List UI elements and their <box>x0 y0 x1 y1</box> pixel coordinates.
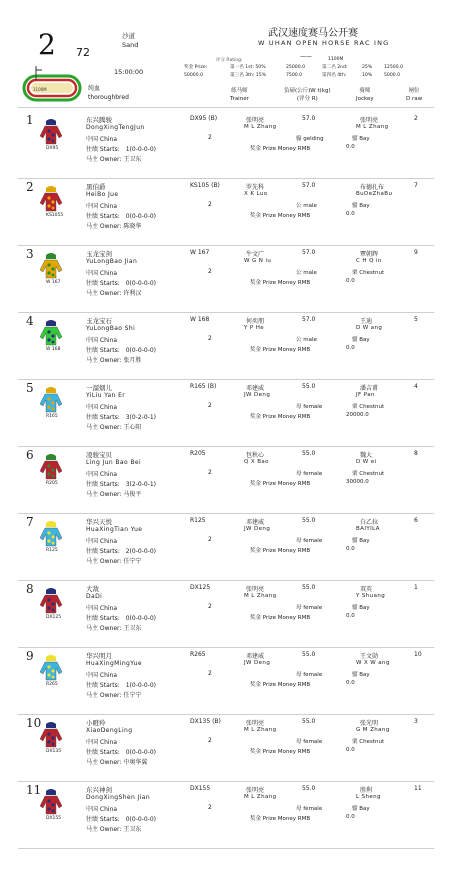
horse-age: 2 <box>208 603 212 610</box>
horse-row <box>18 447 434 514</box>
col-jockey-cn: 骑师 <box>359 88 371 94</box>
prize-money-label: 奖金 Prize Money RMB <box>250 615 311 621</box>
track-diagram <box>22 62 84 108</box>
prize-money-value: 30000.0 <box>346 479 369 485</box>
horse-origin: 中国 China <box>86 136 118 143</box>
track-oval-icon <box>22 62 84 106</box>
prize-p1-value: 25000.0 <box>286 65 305 70</box>
prize-p3-value: 7500.0 <box>286 73 303 78</box>
horse-rating: R265 <box>190 651 206 658</box>
horse-starts: 往绩 Starts: 0(0-0-0-0) <box>86 615 156 622</box>
race-code: 72 <box>76 46 90 59</box>
horse-origin: 中国 China <box>86 337 118 344</box>
horse-rating: W 168 <box>190 316 210 323</box>
horse-number: 11 <box>26 783 42 797</box>
prize-money-label: 奖金 Prize Money RMB <box>250 280 311 286</box>
silk-code: R165 <box>46 414 58 419</box>
trainer-name-en: JW Deng <box>244 392 271 398</box>
horse-origin: 中国 China <box>86 538 118 545</box>
horse-origin: 中国 China <box>86 471 118 478</box>
jockey-name-en: G M Zhang <box>356 727 390 733</box>
horse-origin: 中国 China <box>86 404 118 411</box>
prize-p1-label: 第一名 1st: 50% <box>230 65 266 70</box>
trainer-name-cn: 张明亮 <box>246 720 265 727</box>
page-title: 武汉速度赛马公开赛 <box>268 28 358 39</box>
trainer-name-en: Y P He <box>244 325 265 331</box>
prize-money-label: 奖金 Prize Money RMB <box>250 816 311 822</box>
trainer-name-cn: 邓建威 <box>246 385 265 392</box>
horse-origin: 中国 China <box>86 203 118 210</box>
col-jockey-en: Jockey <box>356 96 374 102</box>
silk-code: DX95 <box>46 146 59 151</box>
horse-name-en: XiaoDengLing <box>86 727 133 734</box>
silk-code: R205 <box>46 481 58 486</box>
draw-gate: 1 <box>414 584 418 591</box>
carried-weight: 55.0 <box>302 584 316 591</box>
horse-owner: 马主 Owner: 许利汉 <box>86 290 142 297</box>
jockey-silks-icon <box>38 587 64 617</box>
horse-origin: 中国 China <box>86 806 118 813</box>
prize-p1-p3-labels <box>230 64 266 80</box>
jockey-silks-icon <box>38 654 64 684</box>
prize-p4-label: 第四名 4th: <box>322 73 347 78</box>
horse-name-cn: 东兴神剑 <box>86 786 112 794</box>
horse-rating: DX125 <box>190 584 211 591</box>
horse-color: 骝 Bay <box>352 672 370 678</box>
trainer-name-en: JW Deng <box>244 660 271 666</box>
horse-name-en: YuLongBao Jian <box>86 258 138 265</box>
jockey-name-en: C H Q in <box>356 258 382 264</box>
horse-color: 栗 Chestnut <box>352 404 385 410</box>
prize-p2-p4-labels <box>322 64 348 80</box>
col-header-gate <box>406 87 422 103</box>
jockey-silks-icon <box>38 252 64 282</box>
trainer-name-en: JW Deng <box>244 526 271 532</box>
horse-age: 2 <box>208 268 212 275</box>
horse-starts: 往绩 Starts: 1(0-0-0-0) <box>86 682 156 689</box>
horse-sex: 公 male <box>296 270 317 276</box>
draw-gate: 6 <box>414 517 418 524</box>
horse-owner: 马主 Owner: 任宁宁 <box>86 558 142 565</box>
trainer-name-cn: 包秋心 <box>246 452 265 459</box>
jockey-name-en: BAIYILA <box>356 526 380 532</box>
horse-starts: 往绩 Starts: 3(0-2-0-1) <box>86 414 156 421</box>
horse-name-cn: 大敌 <box>86 585 99 593</box>
prize-money-label: 奖金 Prize Money RMB <box>250 548 311 554</box>
horse-name-en: YiLiu Yan Er <box>86 392 126 399</box>
jockey-name-en: M L Zhang <box>356 124 389 130</box>
horse-row <box>18 112 434 179</box>
prize-p4-value: 5000.0 <box>384 73 401 78</box>
horse-sex: 公 male <box>296 203 317 209</box>
horse-origin: 中国 China <box>86 605 118 612</box>
page-subtitle: W UHAN OPEN HORSE RAC ING <box>258 39 390 47</box>
col-header-trainer <box>230 87 249 103</box>
horse-name-en: DongXingTengJun <box>86 124 145 131</box>
prize-total-value: 50000.0 <box>184 73 203 78</box>
jockey-name-cn: 王文勋 <box>360 653 379 660</box>
horse-rating: KS105 (B) <box>190 182 220 189</box>
trainer-name-en: W G N iu <box>244 258 272 264</box>
breed-cn: 纯血 <box>88 85 101 92</box>
horse-owner: 马主 Owner: 马俊平 <box>86 491 142 498</box>
trainer-name-cn: 邓建威 <box>246 653 265 660</box>
horse-number: 10 <box>26 716 42 730</box>
rating-value: —— <box>300 53 312 60</box>
horse-rating: R125 <box>190 517 206 524</box>
draw-gate: 11 <box>414 785 422 792</box>
horse-sex: 母 female <box>296 806 323 812</box>
horse-name-en: YuLongBao Shi <box>86 325 136 332</box>
horse-origin: 中国 China <box>86 270 118 277</box>
carried-weight: 57.0 <box>302 249 316 256</box>
horse-name-cn: 玉龙宝剑 <box>86 250 112 258</box>
jockey-name-en: W X W ang <box>356 660 390 666</box>
carried-weight: 55.0 <box>302 450 316 457</box>
jockey-silks-icon <box>38 453 64 483</box>
horse-rating: DX95 (B) <box>190 115 218 122</box>
prize-money-label: 奖金 Prize Money RMB <box>250 749 311 755</box>
jockey-silks-icon <box>38 319 64 349</box>
jockey-name-en: Y Shuang <box>356 593 386 599</box>
horse-number: 5 <box>26 381 34 395</box>
horse-sex: 母 female <box>296 538 323 544</box>
jockey-name-cn: 覃朝辉 <box>360 251 379 258</box>
horse-name-cn: 凌骏宝贝 <box>86 451 112 459</box>
horse-number: 2 <box>26 180 34 194</box>
draw-gate: 2 <box>414 115 418 122</box>
horse-color: 骝 Bay <box>352 605 370 611</box>
horse-origin: 中国 China <box>86 739 118 746</box>
carried-weight: 57.0 <box>302 115 316 122</box>
horse-row <box>18 246 434 313</box>
horse-row <box>18 782 434 849</box>
silk-code: DX155 <box>46 816 62 821</box>
prize-money-label: 奖金 Prize Money RMB <box>250 481 311 487</box>
prize-money-value: 0.0 <box>346 144 355 150</box>
trainer-name-en: M L Zhang <box>244 794 277 800</box>
horse-number: 9 <box>26 649 34 663</box>
jockey-name-cn: 张光明 <box>360 720 379 727</box>
horse-age: 2 <box>208 804 212 811</box>
surface-cn: 沙道 <box>122 32 135 40</box>
trainer-name-en: M L Zhang <box>244 727 277 733</box>
trainer-name-en: X K Luo <box>244 191 268 197</box>
draw-gate: 5 <box>414 316 418 323</box>
draw-gate: 4 <box>414 383 418 390</box>
silk-code: KS1055 <box>46 213 64 218</box>
col-trainer-en: Trainer <box>230 96 249 102</box>
horse-sex: 母 female <box>296 471 323 477</box>
jockey-name-cn: 布德扎布 <box>360 184 385 191</box>
prize-money-value: 0.0 <box>346 680 355 686</box>
horse-starts: 往绩 Starts: 2(0-0-0-0) <box>86 548 156 555</box>
prize-p2-label: 第二名 2nd: <box>322 65 348 70</box>
horse-age: 2 <box>208 134 212 141</box>
jockey-name-en: BuDeZhaBu <box>356 191 393 197</box>
horse-owner: 马主 Owner: 张月胜 <box>86 357 142 364</box>
horse-row <box>18 715 434 782</box>
horse-age: 2 <box>208 737 212 744</box>
horse-sex: 公 male <box>296 337 317 343</box>
jockey-silks-icon <box>38 185 64 215</box>
horse-name-cn: 小瞪羚 <box>86 719 106 727</box>
horse-row <box>18 581 434 648</box>
prize-total-label: 奖金 Prize: <box>184 65 208 70</box>
carried-weight: 55.0 <box>302 383 316 390</box>
horse-name-en: DongXingShen Jian <box>86 794 151 801</box>
prize-money-value: 0.0 <box>346 278 355 284</box>
jockey-name-cn: 王迪 <box>360 318 373 325</box>
horse-owner: 马主 Owner: 陈晓华 <box>86 223 142 230</box>
prize-money-value: 0.0 <box>346 747 355 753</box>
horse-owner: 马主 Owner: 王心阳 <box>86 424 142 431</box>
horse-owner: 马主 Owner: 任宁宁 <box>86 692 142 699</box>
jockey-name-en: D W ei <box>356 459 377 465</box>
horse-name-cn: 黑伯爵 <box>86 183 106 191</box>
jockey-silks-icon <box>38 788 64 818</box>
prize-money-value: 0.0 <box>346 345 355 351</box>
horse-starts: 往绩 Starts: 0(0-0-0-0) <box>86 347 156 354</box>
horse-number: 8 <box>26 582 34 596</box>
jockey-silks-icon <box>38 386 64 416</box>
carried-weight: 57.0 <box>302 182 316 189</box>
prize-p2-pct: 25% <box>362 65 373 70</box>
horse-starts: 往绩 Starts: 0(0-0-0-0) <box>86 749 156 756</box>
carried-weight: 55.0 <box>302 785 316 792</box>
horse-starts: 往绩 Starts: 0(0-0-0-0) <box>86 213 156 220</box>
carried-weight: 55.0 <box>302 718 316 725</box>
horse-row <box>18 648 434 715</box>
col-weight-cn: 负磅(公斤)W t(kg) <box>284 88 331 94</box>
trainer-name-cn: 邓建威 <box>246 519 265 526</box>
prize-p2-p4-values <box>384 64 403 80</box>
prize-money-value: 0.0 <box>346 546 355 552</box>
horse-number: 1 <box>26 113 34 127</box>
trainer-name-en: M L Zhang <box>244 593 277 599</box>
carried-weight: 55.0 <box>302 517 316 524</box>
horse-color: 骝 Bay <box>352 806 370 812</box>
jockey-name-cn: 张明亮 <box>360 117 379 124</box>
horse-rating: DX135 (B) <box>190 718 221 725</box>
prize-money-label: 奖金 Prize Money RMB <box>250 146 311 152</box>
col-gate-cn: 闸位 <box>408 88 420 94</box>
horse-sex: 母 female <box>296 605 323 611</box>
horse-owner: 马主 Owner: 王卫东 <box>86 156 142 163</box>
horse-row <box>18 514 434 581</box>
breed-en: thoroughbred <box>88 94 129 101</box>
horse-origin: 中国 China <box>86 672 118 679</box>
surface <box>122 32 138 50</box>
trainer-name-cn: 罗先科 <box>246 184 265 191</box>
horse-starts: 往绩 Starts: 3(2-0-0-1) <box>86 481 156 488</box>
draw-gate: 8 <box>414 450 418 457</box>
draw-gate: 3 <box>414 718 418 725</box>
horse-rating: W 167 <box>190 249 210 256</box>
horse-age: 2 <box>208 335 212 342</box>
horse-owner: 马主 Owner: 王卫东 <box>86 625 142 632</box>
horse-row <box>18 380 434 447</box>
col-trainer-cn: 练马师 <box>231 88 248 94</box>
horse-row <box>18 313 434 380</box>
prize-p2-p4-pcts <box>362 64 372 80</box>
horse-age: 2 <box>208 402 212 409</box>
trainer-name-en: M L Zhang <box>244 124 277 130</box>
track-label: 1100M <box>33 87 47 92</box>
jockey-name-cn: 魏大 <box>360 452 373 459</box>
header-divider <box>18 107 434 108</box>
silk-code: R265 <box>46 682 58 687</box>
carried-weight: 57.0 <box>302 316 316 323</box>
col-gate-en: D raw <box>406 96 423 102</box>
horse-name-cn: 东兴腾骏 <box>86 116 112 124</box>
horse-age: 2 <box>208 201 212 208</box>
trainer-name-en: Q X Bao <box>244 459 269 465</box>
horse-age: 2 <box>208 469 212 476</box>
trainer-name-cn: 张明亮 <box>246 787 265 794</box>
silk-code: DX125 <box>46 615 62 620</box>
horse-color: 骝 Bay <box>352 538 370 544</box>
horse-sex: 母 female <box>296 672 323 678</box>
breed <box>88 84 129 102</box>
jockey-silks-icon <box>38 118 64 148</box>
surface-en: Sand <box>122 41 139 49</box>
draw-gate: 9 <box>414 249 418 256</box>
horse-number: 3 <box>26 247 34 261</box>
horse-age: 2 <box>208 536 212 543</box>
jockey-name-cn: 潘吉甫 <box>360 385 379 392</box>
jockey-name-cn: 白乙拉 <box>360 519 379 526</box>
distance-label: 1100M <box>328 57 344 62</box>
silk-code: W 167 <box>46 280 61 285</box>
horse-number: 7 <box>26 515 34 529</box>
horse-name-en: Ling Jun Bao Bei <box>86 459 142 466</box>
jockey-silks-icon <box>38 520 64 550</box>
horse-starts: 往绩 Starts: 1(0-0-0-0) <box>86 146 156 153</box>
horse-rating: R165 (B) <box>190 383 217 390</box>
trainer-name-cn: 何奕朋 <box>246 318 265 325</box>
prize-money-label: 奖金 Prize Money RMB <box>250 213 311 219</box>
prize-money-value: 0.0 <box>346 613 355 619</box>
horse-number: 6 <box>26 448 34 462</box>
race-time: 15:00:00 <box>114 68 144 76</box>
horse-starts: 往绩 Starts: 0(0-0-0-0) <box>86 280 156 287</box>
horse-name-en: HuaXingTian Yue <box>86 526 143 533</box>
horse-sex: 母 female <box>296 739 323 745</box>
horse-name-cn: 华兴天悦 <box>86 518 112 526</box>
horse-color: 栗 Chestnut <box>352 471 385 477</box>
draw-gate: 7 <box>414 182 418 189</box>
rating-label: 评分 Rating: <box>216 58 243 63</box>
prize-p1-p3-values <box>286 64 305 80</box>
prize-money-label: 奖金 Prize Money RMB <box>250 347 311 353</box>
horse-color: 骝 Bay <box>352 136 370 142</box>
horse-starts: 往绩 Starts: 0(0-0-0-0) <box>86 816 156 823</box>
prize-money-label: 奖金 Prize Money RMB <box>250 682 311 688</box>
prize-money-value: 0.0 <box>346 211 355 217</box>
horse-name-cn: 玉龙宝石 <box>86 317 112 325</box>
horse-sex: 母 female <box>296 404 323 410</box>
prize-total <box>184 64 207 80</box>
silk-code: R125 <box>46 548 58 553</box>
trainer-name-cn: 张明亮 <box>246 117 265 124</box>
trainer-name-cn: 牛文广 <box>246 251 265 258</box>
trainer-name-cn: 张明亮 <box>246 586 265 593</box>
jockey-name-en: D W ang <box>356 325 383 331</box>
draw-gate: 10 <box>414 651 422 658</box>
horse-age: 2 <box>208 670 212 677</box>
prize-money-label: 奖金 Prize Money RMB <box>250 414 311 420</box>
horse-owner: 马主 Owner: 中奥华翼 <box>86 759 148 766</box>
carried-weight: 55.0 <box>302 651 316 658</box>
col-header-weight <box>284 87 331 103</box>
horse-rating: DX155 <box>190 785 211 792</box>
horse-color: 栗 Chestnut <box>352 270 385 276</box>
horse-sex: 骟 gelding <box>296 136 324 142</box>
horse-rating: R205 <box>190 450 206 457</box>
prize-p2-value: 12500.0 <box>384 65 403 70</box>
col-weight-en: (评分 R) <box>296 96 318 102</box>
horse-color: 骝 Bay <box>352 203 370 209</box>
horse-owner: 马主 Owner: 王卫东 <box>86 826 142 833</box>
prize-money-value: 20000.0 <box>346 412 369 418</box>
horse-name-en: HeiBo Jue <box>86 191 119 198</box>
jockey-name-en: L Sheng <box>356 794 381 800</box>
horse-row <box>18 179 434 246</box>
jockey-name-cn: 双英 <box>360 586 373 593</box>
prize-p4-pct: 10% <box>362 73 373 78</box>
horse-name-cn: 一溜烟儿 <box>86 384 112 392</box>
jockey-name-cn: 胜利 <box>360 787 373 794</box>
jockey-name-en: JF Pan <box>356 392 375 398</box>
silk-code: DX135 <box>46 749 62 754</box>
jockey-silks-icon <box>38 721 64 751</box>
horse-name-en: HuaXingMingYue <box>86 660 142 667</box>
race-number: 2 <box>38 28 56 61</box>
col-header-jockey <box>356 87 374 103</box>
prize-money-value: 0.0 <box>346 814 355 820</box>
horse-number: 4 <box>26 314 34 328</box>
horse-color: 骝 Bay <box>352 337 370 343</box>
silk-code: W 168 <box>46 347 61 352</box>
horse-name-cn: 华兴明月 <box>86 652 112 660</box>
prize-p3-label: 第三名 3th: 15% <box>230 73 267 78</box>
horse-name-en: DaDi <box>86 593 103 600</box>
horse-color: 栗 Chestnut <box>352 739 385 745</box>
